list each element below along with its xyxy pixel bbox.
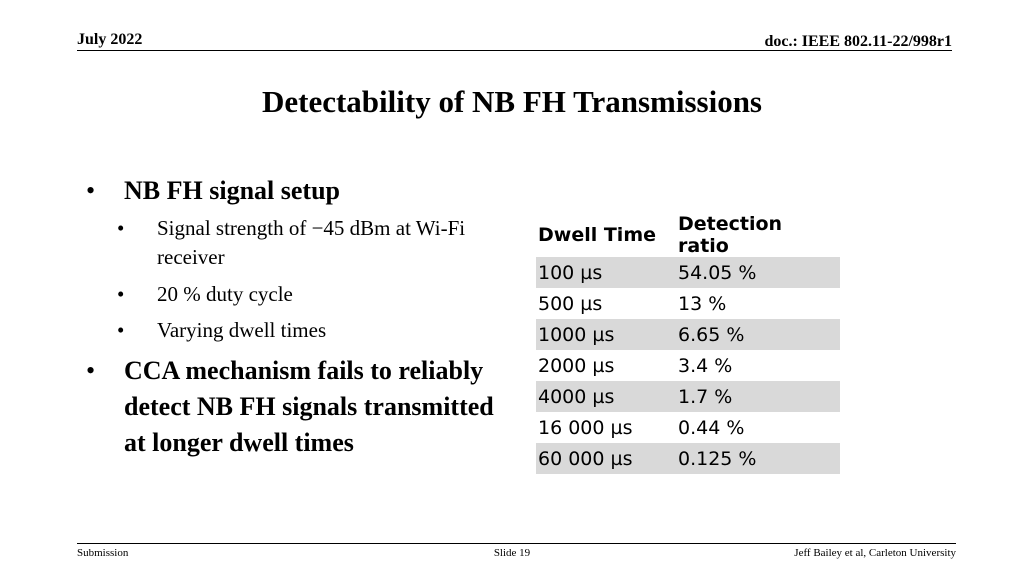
detection-ratio-table	[536, 213, 840, 474]
table-row	[536, 381, 840, 412]
cell-dwell-time: 4000 µs	[536, 381, 676, 412]
bullet-dot: •	[117, 216, 125, 240]
cell-dwell-time: 16 000 µs	[538, 416, 633, 439]
slide-title: Detectability of NB FH Transmissions	[261, 84, 762, 119]
bullet-list	[0, 0, 520, 540]
table-row	[536, 288, 840, 319]
footer-divider	[77, 543, 956, 544]
column-header-dwell-time: Dwell Time	[538, 224, 657, 246]
bullet-text: Signal strength of −45 dBm at Wi-Fi receiver	[157, 216, 466, 269]
table-row	[536, 257, 840, 288]
cell-dwell-time: 1000 µs	[536, 319, 676, 350]
footer-submission: Submission	[77, 547, 129, 559]
table-row	[536, 443, 840, 474]
cell-detection-ratio: 54.05 %	[676, 257, 840, 288]
bullet-text: NB FH signal setup	[124, 176, 340, 205]
cell-detection-ratio: 1.7 %	[676, 381, 840, 412]
footer-author: Jeff Bailey et al, Carleton University	[794, 547, 956, 559]
cell-detection-ratio: 0.44 %	[678, 416, 745, 439]
cell-dwell-time: 2000 µs	[538, 354, 615, 377]
cell-detection-ratio: 13 %	[678, 292, 727, 315]
header-date: July 2022	[77, 31, 143, 48]
cell-dwell-time: 500 µs	[538, 292, 603, 315]
table-row	[536, 412, 840, 443]
bullet-dot: •	[86, 176, 96, 205]
cell-dwell-time: 100 µs	[536, 257, 676, 288]
bullet-text: CCA mechanism fails to reliably detect NB FH signals transmitted at longer dwell times	[124, 356, 494, 457]
cell-detection-ratio: 3.4 %	[678, 354, 733, 377]
cell-dwell-time: 60 000 µs	[536, 443, 676, 474]
bullet-text: 20 % duty cycle	[157, 282, 293, 306]
header-doc-id: doc.: IEEE 802.11-22/998r1	[764, 33, 952, 50]
cell-detection-ratio: 6.65 %	[676, 319, 840, 350]
table-row	[536, 350, 840, 381]
table-header-row	[536, 213, 840, 257]
bullet-dot: •	[117, 318, 125, 342]
cell-detection-ratio: 0.125 %	[676, 443, 840, 474]
bullet-text: Varying dwell times	[157, 318, 327, 342]
footer-slide-number: Slide 19	[493, 547, 531, 559]
table-row	[536, 319, 840, 350]
bullet-dot: •	[86, 356, 96, 385]
bullet-dot: •	[117, 282, 125, 306]
column-header-detection-ratio: Detection ratio	[678, 213, 783, 257]
